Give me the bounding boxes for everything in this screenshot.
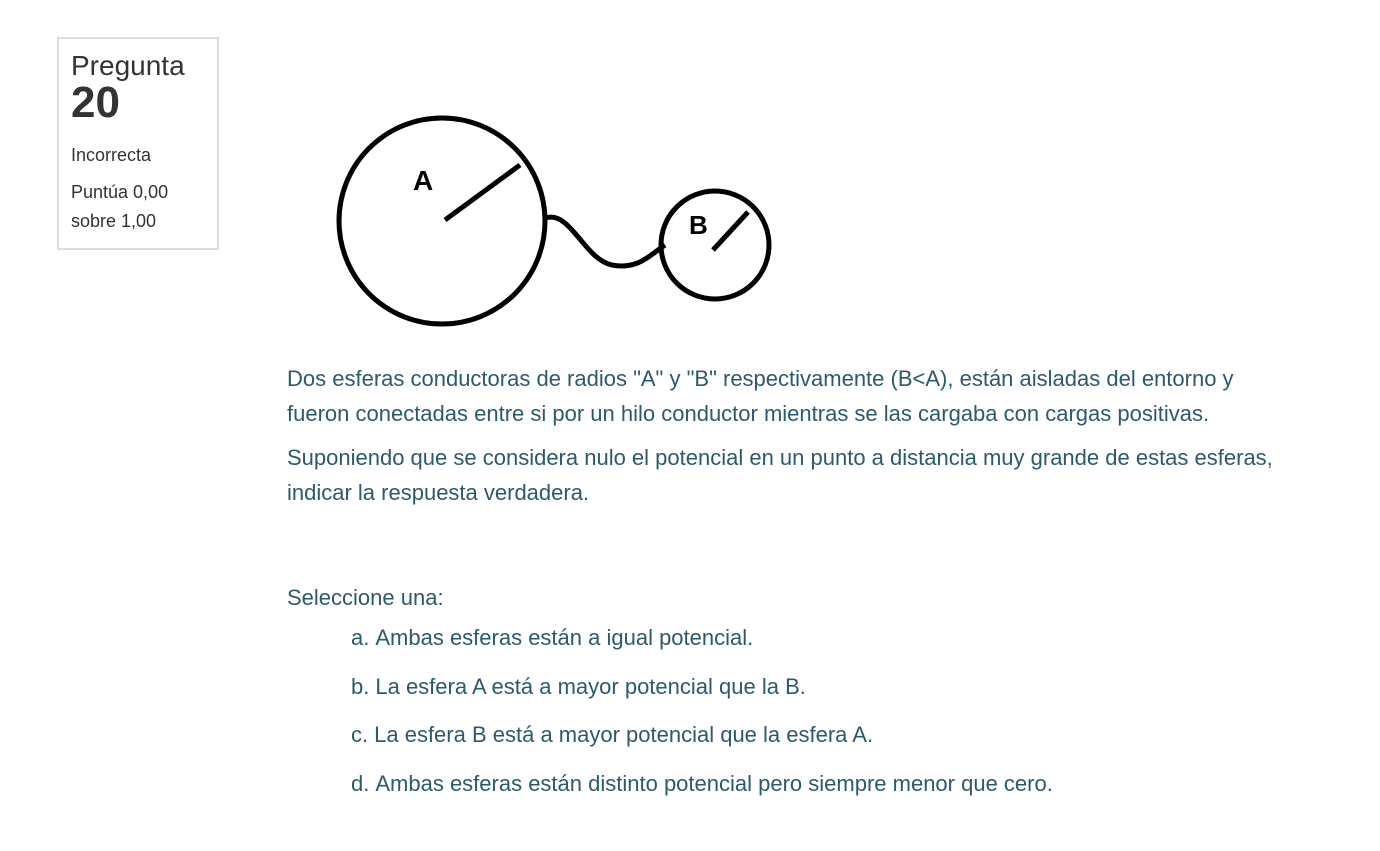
radius-a (445, 165, 520, 220)
option-text: Ambas esferas están distinto potencial pero siempre menor que cero. (375, 770, 1053, 796)
question-label: Pregunta (71, 50, 185, 81)
answer-option-a[interactable] (351, 622, 1053, 671)
label-b: B (689, 210, 708, 240)
option-letter: a. (351, 625, 370, 650)
option-text: Ambas esferas están a igual potencial. (375, 625, 754, 650)
option-text: La esfera B está a mayor potencial que la esfera A. (374, 722, 874, 747)
option-letter: b. (351, 673, 370, 699)
sphere-a (339, 118, 545, 324)
option-letter: d. (351, 770, 370, 796)
option-letter: c. (351, 722, 369, 747)
connecting-wire (546, 217, 665, 266)
question-grade: Puntúa 0,00 sobre 1,00 (71, 182, 169, 231)
answer-option-c[interactable] (351, 719, 1053, 768)
option-text: La esfera A está a mayor potencial que la B. (375, 673, 806, 699)
question-number: 20 (71, 78, 120, 127)
spheres-figure (320, 100, 800, 340)
answer-option-d[interactable] (351, 768, 1053, 817)
label-a: A (413, 165, 434, 196)
answer-prompt: Seleccione una: (287, 585, 444, 610)
question-paragraph-2: Suponiendo que se considera nulo el potencial en un punto a distancia muy grande de estas esferas, indicar la respuesta verdadera. (287, 445, 1273, 505)
question-info-box (57, 37, 219, 250)
question-state: Incorrecta (71, 145, 152, 165)
answer-options (351, 622, 1053, 816)
question-text (287, 362, 1277, 520)
question-paragraph-1: Dos esferas conductoras de radios "A" y "B" respectivamente (B<A), están aisladas del entorno y fueron conectadas entre si por un hilo conductor mientras se las cargaba con cargas positivas. (287, 366, 1234, 426)
radius-b (713, 212, 748, 250)
answer-option-b[interactable] (351, 671, 1053, 720)
